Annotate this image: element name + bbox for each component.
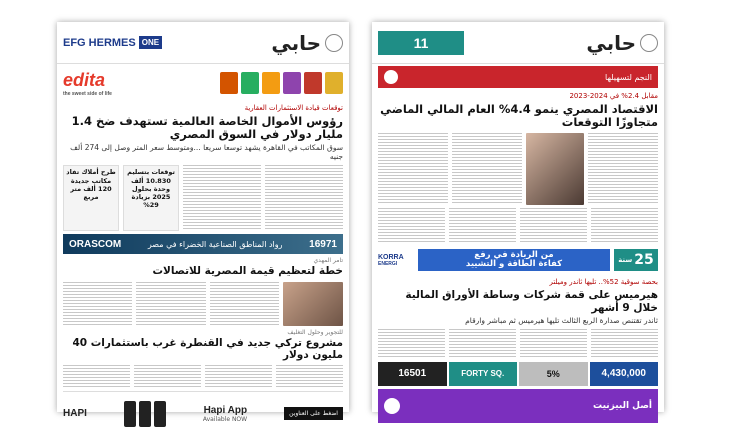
app-promo[interactable]: HAPI Hapi App Available NOW اضغط على العناوين (63, 391, 343, 433)
article-body-2 (378, 329, 658, 359)
article-body (378, 208, 658, 244)
logo: حابي (586, 31, 658, 55)
masthead (57, 22, 349, 64)
headline-turkish-project[interactable]: مشروع تركي جديد في القنطرة غرب باستثمارات 40 مليون دولار (72, 336, 343, 361)
logo: حابي (271, 31, 343, 55)
headline-brokerage[interactable]: هيرميس على قمة شركات وساطة الأوراق المالية خلال 9 أشهر (405, 289, 658, 314)
subheadline: سوق المكاتب في القاهرة يشهد توسعا سريعا ...ومتوسط سعر المتر وصل إلى 274 ألف جنيه (70, 143, 343, 162)
years-badge: 25 سنة (614, 249, 658, 271)
korra-logo: KORRA ENERGI (378, 253, 404, 267)
purple-ad[interactable]: أصل البيزنيت (378, 389, 658, 423)
newspaper-page-right (372, 22, 664, 412)
meta-line: للتجوير وحلول التغليف (287, 328, 343, 336)
author: تامر المهدي (313, 257, 343, 265)
snack-products (220, 72, 343, 94)
main-headline[interactable]: رؤوس الأموال الخاصة العالمية تستهدف ضخ 1.4 مليار دولار في السوق المصري (71, 114, 343, 142)
crest-icon (325, 34, 343, 52)
article-body-2 (63, 365, 343, 387)
orascom-ad[interactable]: ORASCOM رواد المناطق الصناعية الخضراء في مصر 16971 (63, 234, 343, 254)
stat-box: توقعات بتسليم 10.830 ألف وحدة بحلول 2025 بزيادة 29% (123, 165, 179, 231)
article-body (63, 165, 343, 231)
kicker: توقعات قيادة الاستثمارات العقارية (244, 104, 343, 112)
app-button[interactable]: اضغط على العناوين (284, 407, 343, 420)
main-headline[interactable]: الاقتصاد المصري ينمو 4.4% العام المالي الماضي متجاوزًا التوقعات (380, 102, 658, 130)
article-with-photo (378, 133, 658, 205)
stat-box: طرح أملاك تفاد مكاتب جديدة 120 ألف متر مربع (63, 165, 119, 231)
ad-ticker[interactable]: 16501 FORTY SQ. 5% 4,430,000 (378, 362, 658, 386)
top-ad[interactable]: 11 (378, 31, 464, 55)
kicker: مقابل 2.4% في 2024-2023 (569, 92, 658, 100)
headline-telecom[interactable]: خطة لتعظيم قيمة المصرية للاتصالات (152, 265, 343, 278)
newspaper-page-left (57, 22, 349, 423)
masthead (372, 22, 664, 64)
korra-slogan: من الريادة في رفع كفاءة الطاقة و التشييد (418, 249, 610, 271)
kicker-2: بحصة سوقية 52%.. تليها ثاندر وميلتر (549, 278, 658, 287)
edita-logo: edita the sweet side of life (63, 69, 112, 97)
edita-ad[interactable] (57, 64, 349, 102)
subheadline-2: ثاندر تقتنص صدارة الربع الثالث تليها هيرميس ثم مباشر وارقام (465, 315, 658, 325)
phone-mockups (124, 401, 166, 427)
author-photo (283, 282, 343, 326)
article-with-photo (63, 282, 343, 326)
crest-icon (640, 34, 658, 52)
korra-ad[interactable] (378, 247, 658, 273)
red-banner-ad[interactable]: النجم لتسهيلها (378, 66, 658, 88)
minister-photo (526, 133, 584, 205)
sponsor-logo: EFG HERMES ONE (63, 36, 162, 49)
